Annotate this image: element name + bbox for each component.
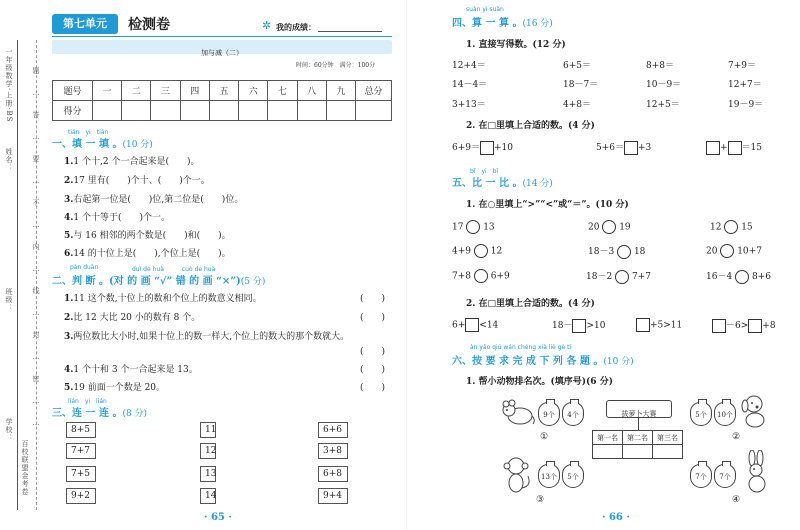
mouse-icon [500,398,536,426]
contest-sign [606,400,672,418]
s5-pinyin: bǐ yi bǐ [470,168,499,175]
match-right-box[interactable]: 9+4 [318,488,348,504]
s1-item: 4.1 个十等于( )个一。 [64,213,171,223]
answer-box[interactable] [728,141,742,155]
match-left-box[interactable]: 7+5 [66,466,96,482]
calc-cell: 14－4＝ [452,80,488,90]
sign-post [638,418,639,430]
page-divider [406,0,407,530]
s3-pinyin: lián yi lián [68,398,107,405]
page-number: · 66 · [602,512,630,523]
match-left-box[interactable]: 7+7 [66,443,96,459]
monkey-icon [502,456,534,496]
fill-expr: 18－ >10 [552,318,605,333]
margin-cut-text: 题 … 答 … 要 … 不 … 内 … 线 … 封 … 密 … … [32,67,40,427]
calc-cell: 19－9＝ [728,100,764,110]
contest-sign-text: 拔萝卜大赛 [621,410,657,418]
money-bag: 10个 [714,402,736,426]
s2-item: 5.19 前面一个数是 20。 [64,383,166,393]
compare-expr: 20 10+7 [706,244,762,258]
money-bag: 13个 [538,464,560,488]
answer-paren[interactable]: ( ) [360,383,386,393]
s1-item: 5.与 16 相邻的两个数是( )和( )。 [64,231,231,241]
star-icon: ✲ [262,19,272,32]
s4-q1: 1. 直接写得数。(12 分) [466,40,566,50]
compare-expr: 20 19 [588,220,631,234]
compare-expr: 18－3 18 [588,244,645,259]
compare-expr: 17 13 [452,220,495,234]
answer-paren[interactable]: ( ) [360,347,386,357]
margin-grade-label: 一年级数学·上册·BS [5,48,13,123]
answer-paren[interactable]: ( ) [360,365,386,375]
s4-pinyin: suàn yi suàn [466,6,504,13]
rabbit-icon [742,450,772,494]
s2-title: 二、判 断 。(对 的 画 “√” 错 的 画 “×”)(5 分) [52,276,266,287]
subtitle: 加与减（二） [201,49,243,57]
calc-cell: 18－7＝ [563,80,599,90]
s2-item: 3.两位数比大小时,如果十位上的数一样大,个位上的数大的那个数就大。 [64,332,350,342]
calc-cell: 4+8＝ [563,100,591,110]
page-number: · 65 · [204,512,232,523]
answer-box[interactable] [712,319,726,333]
calc-cell: 6+5＝ [563,61,591,71]
margin-brand-label: 百校联盟金考卷 [21,440,29,496]
compare-circle[interactable] [602,220,616,234]
s6-pinyin: àn yāo qiú wán chéng xià liè gè tí [470,344,572,351]
calc-cell: 3+13＝ [452,100,486,110]
margin-line [17,40,18,510]
s5-q2: 2. 在□里填上合适的数。(4 分) [466,299,595,309]
match-left-box[interactable]: 9+2 [66,488,96,504]
s3-title: 三、连 一 连 。(8 分) [52,408,148,419]
s2-pinyin: pàn duàn [70,264,99,271]
compare-expr: 16－4 8+6 [706,269,771,284]
s1-item: 3.右起第一位是( )位,第二位是( )位。 [64,195,244,205]
fill-expr: 5+6＝ +3 [596,140,651,155]
match-middle-box[interactable]: 14 [200,488,216,504]
calc-cell: 12+7＝ [728,80,762,90]
money-bag: 4个 [562,402,584,426]
match-left-box[interactable]: 8+5 [66,422,96,438]
page-title: 检测卷 [128,17,170,33]
s6-q1: 1. 帮小动物排名次。(填序号)(6 分) [466,377,613,387]
compare-circle[interactable] [617,245,631,259]
money-bag: 7个 [690,464,712,488]
answer-number: ② [732,432,741,442]
match-middle-box[interactable]: 13 [200,466,216,482]
compare-circle[interactable] [466,220,480,234]
margin-name-label: 姓名： [5,148,13,172]
answer-box[interactable] [465,318,479,332]
score-table [52,80,392,121]
calc-cell: 7+9＝ [728,61,756,71]
fill-expr: + ＝15 [706,140,762,155]
compare-circle[interactable] [735,270,749,284]
answer-box[interactable] [748,319,762,333]
fill-expr: 6+ <14 [452,318,498,332]
s1-title: 一、填 一 填 。(10 分) [52,139,153,150]
money-bag: 9个 [538,402,560,426]
s6-title: 六、按 要 求 完 成 下 列 各 题 。(10 分) [452,356,634,367]
calc-cell: 10－9＝ [646,80,682,90]
calc-cell: 12+5＝ [646,100,680,110]
answer-paren[interactable]: ( ) [360,313,386,323]
compare-circle[interactable] [720,244,734,258]
match-middle-box[interactable]: 12 [200,443,216,459]
s2-item: 4.1 个十和 3 个一合起来是 13。 [64,365,198,375]
fill-expr: +5>11 [636,318,682,332]
answer-number: ③ [536,495,545,505]
compare-circle[interactable] [615,270,629,284]
margin-class-label: 班级： [5,288,13,312]
answer-paren[interactable]: ( ) [360,294,386,304]
score-label: 我的成绩： [276,22,316,32]
answer-number: ④ [732,495,741,505]
s5-q1: 1. 在○里填上“>”“<”或“＝”。(10 分) [466,200,629,210]
s2-item: 2.比 12 大比 20 小的数有 8 个。 [64,313,201,323]
answer-box[interactable] [636,318,650,332]
s4-title: 四、算 一 算 。(16 分) [452,18,553,29]
compare-expr: 7+8 6+9 [452,269,510,283]
match-right-box[interactable]: 3+8 [318,443,348,459]
fill-expr: －6> +8 [712,318,776,333]
s1-item: 1.1 个十,2 个一合起来是( )。 [64,157,200,167]
match-right-box[interactable]: 6+8 [318,466,348,482]
dog-icon [740,394,770,428]
score-table-row: 得分 [53,101,392,121]
money-bag: 7个 [714,464,736,488]
answer-box[interactable] [706,141,720,155]
s5-title: 五、比 一 比 。(14 分) [452,178,553,189]
exam-meta: 时间：60分钟 满分：100分 [296,62,376,69]
header-rule [52,36,392,37]
compare-circle[interactable] [474,269,488,283]
compare-expr: 18－2 7+7 [586,269,651,284]
margin-school-label: 学校： [5,418,13,442]
money-bag: 5个 [690,402,712,426]
s2-pinyin: duì de huà cuò de huà [132,266,216,273]
answer-box[interactable] [480,141,494,155]
rank-table: 第一名 第二名 第三名 [592,430,683,459]
calc-cell: 12+4＝ [452,61,486,71]
answer-box[interactable] [624,141,638,155]
s1-item: 6.14 的十位上是( ),个位上是( )。 [64,249,231,259]
match-middle-box[interactable]: 11 [200,422,216,438]
answer-number: ① [540,432,549,442]
s1-pinyin: tián yi tián [68,129,109,136]
compare-circle[interactable] [724,220,738,234]
compare-expr: 4+9 12 [452,244,502,258]
calc-cell: 8+8＝ [646,61,674,71]
compare-circle[interactable] [474,244,488,258]
fill-expr: 6+9＝ +10 [452,140,513,155]
match-right-box[interactable]: 6+6 [318,422,348,438]
s2-item: 1.11 这个数,十位上的数和个位上的数意义相同。 [64,294,262,304]
answer-box[interactable] [572,319,586,333]
score-input-line[interactable] [318,31,382,32]
money-bag: 5个 [562,464,584,488]
score-table-header-row: 题号 一 二 三 四 五 六 七 八 九 总分 [53,81,392,101]
s1-item: 2.17 里有( )个十、( )个一。 [64,176,210,186]
subtitle-bar [52,40,392,57]
s4-q2: 2. 在□里填上合适的数。(4 分) [466,121,595,131]
unit-badge: 第七单元 [52,14,118,34]
compare-expr: 12 15 [710,220,753,234]
